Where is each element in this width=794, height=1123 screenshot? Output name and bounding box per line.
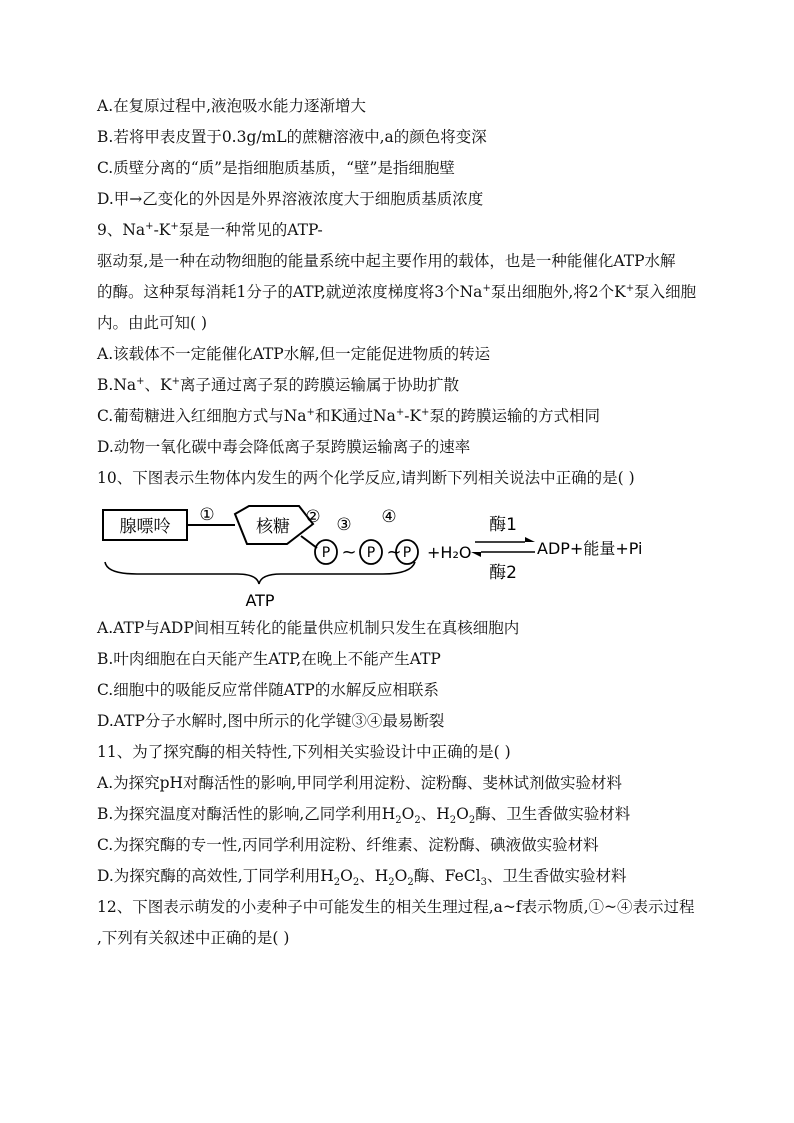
- q8-option-d: D.甲→乙变化的外因是外界溶液浓度大于细胞质基质浓度: [97, 190, 484, 208]
- phosphate-2-label: P: [366, 545, 376, 561]
- water-label: +H₂O: [427, 543, 472, 562]
- circled-label-3: ③: [336, 515, 352, 535]
- q11-option-d: D.为探究酶的高效性,丁同学利用$H_2O_2$、$H_2O_2$酶、FeCl$_3$、卫生香做实验材料: [97, 867, 627, 889]
- circled-label-1: ①: [199, 505, 215, 525]
- forward-arrow-head: [525, 537, 535, 542]
- q11-option-a: A.为探究pH对酶活性的影响,甲同学利用淀粉、淀粉酶、斐林试剂做实验材料: [97, 774, 622, 792]
- q11-option-c: C.为探究酶的专一性,丙同学利用淀粉、纤维素、淀粉酶、碘液做实验材料: [97, 836, 599, 854]
- q9-stem-line3: 的酶。这种泵每消耗1分子的ATP,就逆浓度梯度将3个Na+泵出细胞外,将2个K+泵入细胞: [97, 282, 697, 301]
- products-label: ADP+能量+Pi: [537, 539, 643, 558]
- ribose-label: 核糖: [256, 517, 290, 537]
- q12-stem-line2: ,下列有关叙述中正确的是( ): [97, 929, 290, 947]
- q8-option-b: B.若将甲表皮置于0.3g/mL的蔗糖溶液中,a的颜色将变深: [97, 128, 487, 146]
- q9-option-d: D.动物一氧化碳中毒会降低离子泵跨膜运输离子的速率: [97, 438, 471, 456]
- q11-stem: 11、为了探究酶的相关特性,下列相关实验设计中正确的是( ): [97, 743, 511, 761]
- atp-brace: [105, 562, 415, 584]
- q8-option-a: A.在复原过程中,液泡吸水能力逐渐增大: [97, 97, 367, 115]
- enzyme-1-label: 酶1: [489, 515, 517, 535]
- q11-option-b: B.为探究温度对酶活性的影响,乙同学利用$H_2O_2$、$H_2O_2$酶、卫生香做实验材料: [97, 805, 631, 827]
- enzyme-2-label: 酶2: [489, 563, 517, 583]
- q9-stem-line2: 驱动泵,是一种在动物细胞的能量系统中起主要作用的载体，也是一种能催化ATP水解: [97, 252, 676, 270]
- q10-option-b: B.叶肉细胞在白天能产生ATP,在晚上不能产生ATP: [97, 650, 441, 668]
- atp-label: ATP: [245, 591, 275, 610]
- reverse-arrow-head: [471, 552, 481, 557]
- circled-label-2: ②: [305, 507, 321, 527]
- q9-option-c: C.葡萄糖进入红细胞方式与Na+和K通过Na+-K+泵的跨膜运输的方式相同: [97, 406, 600, 425]
- atp-diagram: [97, 500, 657, 612]
- q9-stem-line1: 9、Na+-K+泵是一种常见的ATP-: [97, 220, 323, 239]
- q10-option-c: C.细胞中的吸能反应常伴随ATP的水解反应相联系: [97, 681, 439, 699]
- q12-stem-line1: 12、下图表示萌发的小麦种子中可能发生的相关生理过程,a~f表示物质,①~④表示过程: [97, 898, 695, 916]
- bond-line-2: [301, 536, 317, 548]
- q9-option-a: A.该载体不一定能催化ATP水解,但一定能促进物质的转运: [97, 345, 491, 363]
- high-energy-bond-2: ~: [386, 542, 402, 563]
- phosphate-3-label: P: [402, 545, 412, 561]
- adenine-label: 腺嘌呤: [119, 517, 171, 537]
- q10-option-a: A.ATP与ADP间相互转化的能量供应机制只发生在真核细胞内: [97, 619, 520, 637]
- q9-stem-line4: 内。由此可知( ): [97, 314, 208, 332]
- phosphate-1-label: P: [321, 545, 331, 561]
- q8-option-c: C.质壁分离的“质”是指细胞质基质，“壁”是指细胞壁: [97, 159, 455, 177]
- circled-label-4: ④: [381, 507, 397, 527]
- q10-option-d: D.ATP分子水解时,图中所示的化学键③④最易断裂: [97, 712, 445, 730]
- q10-stem: 10、下图表示生物体内发生的两个化学反应,请判断下列相关说法中正确的是( ): [97, 469, 635, 487]
- high-energy-bond-1: ~: [341, 542, 357, 563]
- q9-option-b: B.Na+、K+离子通过离子泵的跨膜运输属于协助扩散: [97, 375, 460, 394]
